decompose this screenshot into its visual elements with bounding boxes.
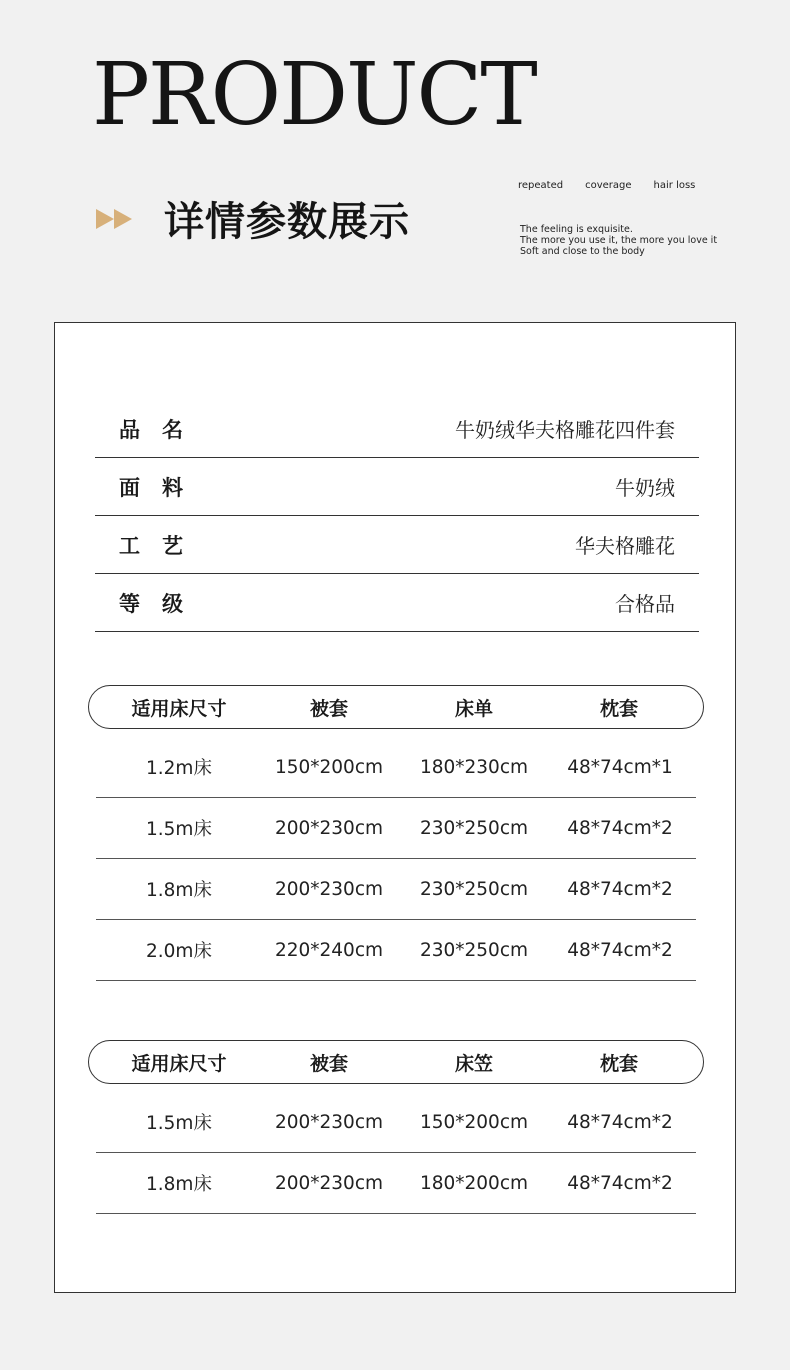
size-table-header — [88, 685, 704, 729]
table-cell: 1.5m床 — [146, 1113, 212, 1134]
spec-row-craft — [95, 516, 699, 574]
tagline-line: Soft and close to the body — [520, 246, 645, 257]
table-cell: 2.0m床 — [146, 941, 212, 962]
tagline-line: The feeling is exquisite. — [520, 224, 633, 235]
tag-item: hair loss — [653, 180, 696, 191]
table-row — [96, 1153, 696, 1214]
page-title: 详情参数展示 — [164, 199, 410, 245]
header-cell: 枕套 — [599, 1052, 638, 1075]
table-cell: 1.8m床 — [146, 880, 212, 901]
header-cell: 床单 — [454, 697, 493, 720]
table-row — [96, 1092, 696, 1153]
table-cell: 1.2m床 — [146, 758, 212, 779]
tag-item: coverage — [585, 180, 632, 191]
header-cell: 适用床尺寸 — [131, 1052, 227, 1075]
section-heading — [96, 190, 410, 247]
spec-row-name — [95, 400, 699, 458]
fitted-table-header — [88, 1040, 704, 1084]
spec-row-fabric — [95, 458, 699, 516]
spec-label: 品名 — [119, 417, 205, 442]
table-cell: 1.8m床 — [146, 1174, 212, 1195]
table-row — [96, 920, 696, 981]
table-cell: 230*250cm — [419, 939, 529, 961]
spec-card — [54, 322, 736, 1293]
header-cell: 适用床尺寸 — [131, 697, 227, 720]
table-cell: 230*250cm — [419, 817, 529, 839]
table-cell: 150*200cm — [419, 1111, 529, 1133]
table-cell: 1.5m床 — [146, 819, 212, 840]
header-cell: 枕套 — [599, 697, 638, 720]
table-cell: 180*230cm — [419, 756, 529, 778]
spec-label: 等级 — [119, 591, 205, 616]
tagline-line: The more you use it, the more you love it — [520, 235, 718, 246]
header-cell: 床笠 — [454, 1052, 493, 1075]
table-cell: 200*230cm — [274, 817, 384, 839]
table-cell: 48*74cm*2 — [567, 1172, 673, 1194]
table-row — [96, 798, 696, 859]
table-cell: 48*74cm*2 — [567, 1111, 673, 1133]
double-arrow-icon — [96, 209, 132, 229]
table-cell: 48*74cm*2 — [567, 878, 673, 900]
spec-value: 牛奶绒 — [615, 476, 675, 500]
table-cell: 180*200cm — [419, 1172, 529, 1194]
table-cell: 220*240cm — [274, 939, 384, 961]
spec-row-grade — [95, 574, 699, 632]
spec-label: 工艺 — [119, 533, 205, 558]
table-row — [96, 737, 696, 798]
header-cell: 被套 — [309, 697, 348, 720]
table-cell: 230*250cm — [419, 878, 529, 900]
tagline — [520, 224, 717, 257]
table-cell: 200*230cm — [274, 878, 384, 900]
spec-value: 牛奶绒华夫格雕花四件套 — [455, 418, 675, 442]
header-cell: 被套 — [309, 1052, 348, 1075]
table-row — [96, 859, 696, 920]
table-cell: 150*200cm — [274, 756, 384, 778]
spec-value: 华夫格雕花 — [575, 534, 675, 558]
table-cell: 48*74cm*2 — [567, 817, 673, 839]
table-cell: 48*74cm*1 — [567, 756, 673, 778]
spec-label: 面料 — [119, 475, 205, 500]
table-cell: 200*230cm — [274, 1172, 384, 1194]
tag-item: repeated — [518, 180, 564, 191]
spec-value: 合格品 — [615, 592, 675, 616]
table-cell: 48*74cm*2 — [567, 939, 673, 961]
brand-wordmark: PRODUCT — [92, 45, 536, 145]
tag-list — [518, 180, 695, 191]
table-cell: 200*230cm — [274, 1111, 384, 1133]
